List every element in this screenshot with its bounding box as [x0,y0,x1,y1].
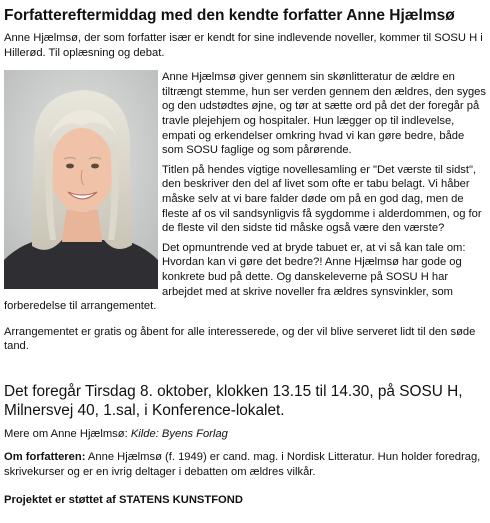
article-title: Forfattereftermiddag med den kendte forfatter Anne Hjælmsø [4,7,455,24]
paragraph-1: Anne Hjælmsø giver gennem sin skønlitteratur de ældre en tiltrængt stemme, hun ser verden gennem den ældres, den syges og den udstødtes øjne, og tør at sætte ord på det der foregår på travle plejehjem og hospitaler. Hun lægger op til indlevelse, empati og erkendelser omkring hvad vi kan gøre bedre, både som SOSU faglige og som pårørende. [162,71,486,157]
about-author [4,450,486,479]
paragraph-3: Det opmuntrende ved at bryde tabuet er, at vi så kan tale om: Hvordan kan vi gøre det bedre?! Anne Hjælmsø har gode og konkrete bud på dette. Og danskeleverne på SOSU H har arbejdet med at skrive noveller fra ældres synsvinkler, som forberedelse til arrangementet. [4,241,466,313]
about-author-text: Anne Hjælmsø (f. 1949) er cand. mag. i Nordisk Litteratur. Hun holder foredrag, skrivekurser og er en ivrig deltager i debatten om ældres vilkår. [4,451,481,479]
paragraph-4: Arrangementet er gratis og åbent for alle interesserede, og der vil blive serveret lidt til den søde tand. [4,325,476,353]
more-about-line [4,427,486,442]
source-credit: Kilde: Byens Forlag [130,427,228,440]
about-author-label: Om forfatteren: [4,451,86,464]
article [4,6,486,507]
intro-text: Anne Hjælmsø, der som forfatter især er kendt for sine indlevende noveller, kommer til SOSU H i Hillerød. Til oplæsning og debat. [4,32,483,59]
support-line: Projektet er støttet af STATENS KUNSTFOND [4,493,243,506]
paragraph-2: Titlen på hendes vigtige novellesamling er "Det værste til sidst", den beskriver den del af livet som ofte er tabu belagt. Vi håber måske selv at vi bare falder døde om på en god dag, men de fleste af os vil sandsynligvis få sygdomme i alderdommen, og for de fleste vil den sidste tid måske også være den værste? [162,163,482,235]
body-with-photo [4,70,486,319]
more-about-prefix: Mere om Anne Hjælmsø: [4,427,131,440]
author-photo [4,70,158,289]
event-info: Det foregår Tirsdag 8. oktober, klokken 13.15 til 14.30, på SOSU H, Milnersvej 40, 1.sal, i Konference-lokalet. [4,382,463,419]
